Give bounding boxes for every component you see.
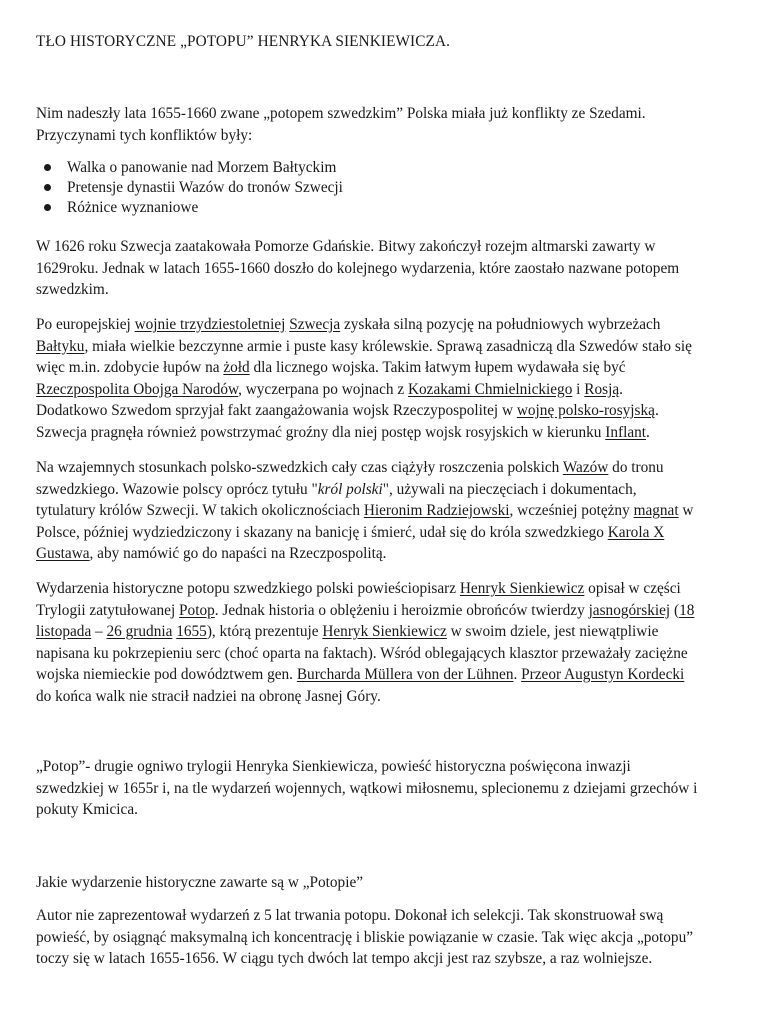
paragraph-line <box>36 479 742 501</box>
paragraph-line: szwedzkiej w 1655r i, na tle wydarzeń wojennych, wątkowi miłosnemu, splecionemu z dziejami grzechów i <box>36 779 698 797</box>
link-baltyku[interactable]: Bałtyku <box>36 337 85 355</box>
text: . <box>513 666 522 683</box>
paragraph-potop-summary <box>36 756 742 821</box>
text: do tronu <box>608 459 664 476</box>
text: . <box>619 380 623 398</box>
text: Po europejskiej <box>36 316 135 333</box>
link-wojnie-trzydziestoletniej[interactable]: wojnie trzydziestoletniej <box>134 316 286 333</box>
text: więc m.in. zdobycie łupów na <box>36 359 224 376</box>
paragraph-line: szwedzkim. <box>36 281 109 298</box>
text: dla licznego wojska. Takim łatwym łupem wydawała się być <box>249 359 626 376</box>
text: Na wzajemnych stosunkach polsko-szwedzkich cały czas ciążyły roszczenia polskich <box>36 459 563 476</box>
link-rzeczpospolita[interactable]: Rzeczpospolita Obojga Narodów <box>36 380 239 398</box>
paragraph-1626 <box>36 236 742 301</box>
text: w <box>678 502 694 519</box>
link-1655[interactable]: 1655 <box>176 623 207 640</box>
paragraph-line: napisana ku pokrzepieniu serc (choć oparta na faktach). Wśród oblegających klasztor przeważały zaciężne <box>36 644 688 662</box>
paragraph-line: 1629roku. Jednak w latach 1655-1660 doszło do kolejnego wydarzenia, które zaostało nazwane potopem <box>36 259 680 277</box>
intro-line-2: Przyczynami tych konfliktów były: <box>36 126 253 144</box>
paragraph-line: powieść, by osiągnąć maksymalną ich koncentrację i bliskie powiązanie w czasie. Tak więc akcja „potopu” <box>36 928 694 946</box>
link-kozakami[interactable]: Kozakami Chmielnickiego <box>407 380 573 398</box>
causes-list <box>36 158 736 218</box>
paragraph-line: pokuty Kmicica. <box>36 801 138 818</box>
paragraph-wazow <box>36 457 742 565</box>
link-zold[interactable]: żołd <box>223 359 250 376</box>
paragraph-line <box>36 357 742 379</box>
link-szwecja[interactable]: Szwecja <box>289 316 341 333</box>
bullet-icon <box>44 204 51 211</box>
list-item <box>36 178 736 198</box>
link-henryk-sienkiewicz[interactable]: Henryk Sienkiewicz <box>459 580 585 597</box>
text: , miała wielkie bezczynne armie i puste kasy królewskie. Sprawą zasadniczą dla Szwedów stało się <box>84 337 692 355</box>
text: Wydarzenia historyczne potopu szwedzkiego polski powieściopisarz <box>36 580 460 597</box>
paragraph-line <box>36 400 742 422</box>
text: , wyczerpana po wojnach z <box>238 380 408 398</box>
paragraph-line <box>36 578 742 600</box>
paragraph-sienkiewicz <box>36 578 742 707</box>
paragraph-line <box>36 500 742 522</box>
text: . Jednak historia o oblężeniu i heroizmie obrońców twierdzy <box>214 601 589 619</box>
text: Polsce, później wydziedziczony i skazany na banicję i śmierć, udał się do króla szwedzkiego <box>36 523 608 541</box>
paragraph-line <box>36 457 742 479</box>
list-item-text: Walka o panowanie nad Morzem Bałtyckim <box>67 159 337 176</box>
text: Szwecja pragnęła również powstrzymać groźny dla niej postęp wojsk rosyjskich w kierunku <box>36 423 606 441</box>
section-question <box>36 872 742 894</box>
text: opisał w części <box>584 580 681 597</box>
link-18[interactable]: 18 <box>679 601 695 619</box>
text: – <box>91 623 107 640</box>
link-listopada[interactable]: listopada <box>36 623 92 640</box>
paragraph-author <box>36 905 742 970</box>
bullet-icon <box>44 184 51 191</box>
paragraph-line <box>36 600 742 622</box>
text: szwedzkiego. Wazowie polscy oprócz tytułu " <box>36 480 318 498</box>
text: . <box>654 402 659 419</box>
link-inflant[interactable]: Inflant <box>605 423 647 441</box>
link-hieronim-radziejowski[interactable]: Hieronim Radziejowski <box>363 502 510 519</box>
list-item <box>36 158 736 178</box>
paragraph-line <box>36 522 742 544</box>
link-przeor-kordecki[interactable]: Przeor Augustyn Kordecki <box>521 666 685 683</box>
link-rosja[interactable]: Rosją <box>584 380 620 398</box>
paragraph-line <box>36 422 742 444</box>
paragraph-line <box>36 664 742 686</box>
italic-text: król polski <box>317 480 383 498</box>
text: ( <box>670 601 680 619</box>
text: wojska niemieckie pod dowództwem gen. <box>36 666 297 683</box>
link-burcharda[interactable]: Burcharda Müllera von der Lühnen <box>296 666 514 683</box>
text: ", używali na pieczęciach i dokumentach, <box>382 480 637 498</box>
text: w swoim dziele, jest niewątpliwie <box>446 623 659 640</box>
document-title: TŁO HISTORYCZNE „POTOPU” HENRYKA SIENKIEWICZA. <box>36 33 451 50</box>
text: tytulatury królów Szwecji. W takich okolicznościach <box>36 502 364 519</box>
paragraph-line: toczy się w latach 1655-1656. W ciągu tych dwóch lat tempo akcji jest raz szybsze, a raz wolniejsze. <box>36 950 653 967</box>
paragraph-line: Autor nie zaprezentował wydarzeń z 5 lat trwania potopu. Dokonał ich selekcji. Tak skonstruował swą <box>36 907 664 924</box>
text: Dodatkowo Szwedom sprzyjał fakt zaangażowania wojsk Rzeczypospolitej w <box>36 402 517 419</box>
link-wazow[interactable]: Wazów <box>562 459 609 476</box>
text: , wcześniej potężny <box>509 502 634 519</box>
link-henryk-sienkiewicz-2[interactable]: Henryk Sienkiewicz <box>322 623 447 640</box>
text: zyskała silną pozycję na południowych wybrzeżach <box>340 316 661 333</box>
text: i <box>572 380 585 398</box>
paragraph-line <box>36 379 742 401</box>
paragraph-line <box>36 314 742 336</box>
link-wojne-polsko-rosyjska[interactable]: wojnę polsko-rosyjską <box>516 402 655 419</box>
paragraph-line <box>36 336 742 358</box>
paragraph-line: Jakie wydarzenie historyczne zawarte są w „Potopie” <box>36 874 364 891</box>
bullet-icon <box>44 164 51 171</box>
paragraph-line <box>36 621 742 643</box>
intro-paragraph <box>36 103 742 146</box>
paragraph-european-war <box>36 314 742 443</box>
paragraph-line: do końca walk nie stracił nadziei na obronę Jasnej Góry. <box>36 687 381 705</box>
text: ), którą prezentuje <box>206 623 323 640</box>
paragraph-line: W 1626 roku Szwecja zaatakowała Pomorze Gdańskie. Bitwy zakończył rozejm altmarski zawarty w <box>36 238 656 255</box>
link-potop[interactable]: Potop <box>179 601 215 619</box>
text: Trylogii zatytułowanej <box>36 601 180 619</box>
link-gustawa[interactable]: Gustawa <box>36 545 90 562</box>
link-magnat[interactable]: magnat <box>633 502 679 519</box>
paragraph-line: „Potop”- drugie ogniwo trylogii Henryka Sienkiewicza, powieść historyczna poświęcona inwazji <box>36 758 631 775</box>
text: , aby namówić go do napaści na Rzeczpospolitą. <box>89 545 387 562</box>
intro-line-1: Nim nadeszły lata 1655-1660 zwane „potopem szwedzkim” Polska miała już konflikty ze Szedami. <box>36 105 646 122</box>
text: . <box>646 423 650 441</box>
link-karola-x[interactable]: Karola X <box>607 523 665 541</box>
link-26-grudnia[interactable]: 26 grudnia <box>106 623 173 640</box>
list-item-text: Pretensje dynastii Wazów do tronów Szwecji <box>67 179 343 196</box>
link-jasnogorskiej[interactable]: jasnogórskiej <box>588 601 671 619</box>
list-item <box>36 198 736 218</box>
list-item-text: Różnice wyznaniowe <box>67 199 199 216</box>
paragraph-line <box>36 543 742 565</box>
